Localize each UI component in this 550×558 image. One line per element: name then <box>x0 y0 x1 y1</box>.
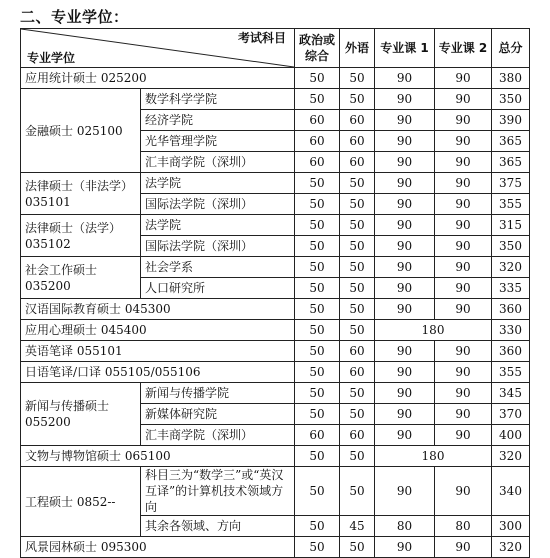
total-score: 355 <box>492 362 530 383</box>
foreign-score: 50 <box>340 257 375 278</box>
major2-score: 90 <box>435 257 492 278</box>
major1-score: 90 <box>375 425 435 446</box>
politics-score: 50 <box>295 404 340 425</box>
header-total: 总分 <box>492 29 530 68</box>
foreign-score: 50 <box>340 537 375 558</box>
major2-score: 90 <box>435 299 492 320</box>
major-combined-score: 180 <box>375 446 492 467</box>
politics-score: 50 <box>295 516 340 537</box>
total-score: 320 <box>492 257 530 278</box>
foreign-score: 60 <box>340 110 375 131</box>
total-score: 320 <box>492 537 530 558</box>
politics-score: 50 <box>295 383 340 404</box>
table-row <box>21 299 530 320</box>
degree-name: 法律硕士（法学）035102 <box>21 215 141 257</box>
major1-score: 80 <box>375 516 435 537</box>
foreign-score: 60 <box>340 152 375 173</box>
major2-score: 90 <box>435 425 492 446</box>
politics-score: 50 <box>295 320 340 341</box>
table-row <box>21 362 530 383</box>
foreign-score: 50 <box>340 404 375 425</box>
degree-name: 新闻与传播硕士 055200 <box>21 383 141 446</box>
politics-score: 50 <box>295 215 340 236</box>
major1-score: 90 <box>375 194 435 215</box>
degree-name: 工程硕士 0852-- <box>21 467 141 537</box>
degree-name: 应用统计硕士 025200 <box>21 68 295 89</box>
foreign-score: 50 <box>340 299 375 320</box>
major2-score: 90 <box>435 362 492 383</box>
diagonal-header-cell <box>21 29 295 68</box>
table-row <box>21 257 530 278</box>
table-row <box>21 341 530 362</box>
politics-score: 50 <box>295 68 340 89</box>
major1-score: 90 <box>375 341 435 362</box>
major2-score: 90 <box>435 68 492 89</box>
total-score: 370 <box>492 404 530 425</box>
header-major-course-1: 专业课 1 <box>375 29 435 68</box>
major1-score: 90 <box>375 383 435 404</box>
major2-score: 90 <box>435 152 492 173</box>
politics-score: 50 <box>295 299 340 320</box>
total-score: 375 <box>492 173 530 194</box>
table-row <box>21 446 530 467</box>
department-name: 国际法学院（深圳） <box>141 194 295 215</box>
department-name: 国际法学院（深圳） <box>141 236 295 257</box>
major1-score: 90 <box>375 299 435 320</box>
total-score: 345 <box>492 383 530 404</box>
total-score: 360 <box>492 299 530 320</box>
politics-score: 60 <box>295 425 340 446</box>
department-name: 汇丰商学院（深圳） <box>141 425 295 446</box>
department-name: 经济学院 <box>141 110 295 131</box>
table-row <box>21 89 530 110</box>
department-name: 新媒体研究院 <box>141 404 295 425</box>
department-name: 法学院 <box>141 215 295 236</box>
major1-score: 90 <box>375 152 435 173</box>
degree-name: 应用心理硕士 045400 <box>21 320 295 341</box>
foreign-score: 50 <box>340 236 375 257</box>
foreign-score: 60 <box>340 362 375 383</box>
total-score: 355 <box>492 194 530 215</box>
department-name: 科目三为“数学三”或“英汉互译”的计算机技术领域方向 <box>141 467 295 516</box>
department-name: 新闻与传播学院 <box>141 383 295 404</box>
total-score: 365 <box>492 152 530 173</box>
header-major-course-2: 专业课 2 <box>435 29 492 68</box>
major2-score: 90 <box>435 383 492 404</box>
politics-score: 50 <box>295 173 340 194</box>
table-row <box>21 320 530 341</box>
degree-name: 汉语国际教育硕士 045300 <box>21 299 295 320</box>
foreign-score: 50 <box>340 446 375 467</box>
major2-score: 90 <box>435 194 492 215</box>
table-row <box>21 215 530 236</box>
section-heading: 二、专业学位： <box>20 8 129 26</box>
department-name: 法学院 <box>141 173 295 194</box>
politics-score: 50 <box>295 278 340 299</box>
total-score: 350 <box>492 89 530 110</box>
politics-score: 50 <box>295 194 340 215</box>
degree-name: 日语笔译/口译 055105/055106 <box>21 362 295 383</box>
major2-score: 90 <box>435 215 492 236</box>
major1-score: 90 <box>375 467 435 516</box>
table-row <box>21 537 530 558</box>
politics-score: 50 <box>295 446 340 467</box>
foreign-score: 50 <box>340 89 375 110</box>
foreign-score: 60 <box>340 341 375 362</box>
major1-score: 90 <box>375 68 435 89</box>
major2-score: 90 <box>435 89 492 110</box>
major2-score: 90 <box>435 236 492 257</box>
major1-score: 90 <box>375 110 435 131</box>
foreign-score: 60 <box>340 131 375 152</box>
major-combined-score: 180 <box>375 320 492 341</box>
politics-score: 50 <box>295 89 340 110</box>
header-exam-subject: 考试科目 <box>237 31 286 45</box>
score-table <box>20 28 530 558</box>
major1-score: 90 <box>375 362 435 383</box>
politics-score: 60 <box>295 131 340 152</box>
total-score: 350 <box>492 236 530 257</box>
department-name: 其余各领域、方向 <box>141 516 295 537</box>
total-score: 315 <box>492 215 530 236</box>
politics-score: 50 <box>295 467 340 516</box>
foreign-score: 50 <box>340 383 375 404</box>
politics-score: 60 <box>295 110 340 131</box>
degree-name: 法律硕士（非法学）035101 <box>21 173 141 215</box>
total-score: 400 <box>492 425 530 446</box>
major1-score: 90 <box>375 173 435 194</box>
table-header-row <box>21 29 530 68</box>
department-name: 社会学系 <box>141 257 295 278</box>
major2-score: 90 <box>435 404 492 425</box>
total-score: 330 <box>492 320 530 341</box>
politics-score: 60 <box>295 152 340 173</box>
politics-score: 50 <box>295 257 340 278</box>
major2-score: 90 <box>435 110 492 131</box>
degree-name: 社会工作硕士 035200 <box>21 257 141 299</box>
major1-score: 90 <box>375 236 435 257</box>
major2-score: 90 <box>435 278 492 299</box>
foreign-score: 50 <box>340 215 375 236</box>
department-name: 光华管理学院 <box>141 131 295 152</box>
major1-score: 90 <box>375 89 435 110</box>
foreign-score: 50 <box>340 194 375 215</box>
foreign-score: 60 <box>340 425 375 446</box>
foreign-score: 45 <box>340 516 375 537</box>
total-score: 390 <box>492 110 530 131</box>
total-score: 365 <box>492 131 530 152</box>
degree-name: 英语笔译 055101 <box>21 341 295 362</box>
major2-score: 90 <box>435 467 492 516</box>
table-row <box>21 173 530 194</box>
header-foreign-language: 外语 <box>340 29 375 68</box>
total-score: 320 <box>492 446 530 467</box>
major1-score: 90 <box>375 537 435 558</box>
politics-score: 50 <box>295 236 340 257</box>
major2-score: 90 <box>435 537 492 558</box>
department-name: 数学科学学院 <box>141 89 295 110</box>
foreign-score: 50 <box>340 278 375 299</box>
table-row <box>21 383 530 404</box>
header-professional-degree: 专业学位 <box>27 51 76 65</box>
major1-score: 90 <box>375 404 435 425</box>
major1-score: 90 <box>375 215 435 236</box>
foreign-score: 50 <box>340 320 375 341</box>
total-score: 340 <box>492 467 530 516</box>
major1-score: 90 <box>375 131 435 152</box>
table-row <box>21 68 530 89</box>
department-name: 人口研究所 <box>141 278 295 299</box>
header-politics: 政治或综合 <box>295 29 340 68</box>
politics-score: 50 <box>295 341 340 362</box>
major2-score: 90 <box>435 173 492 194</box>
total-score: 360 <box>492 341 530 362</box>
total-score: 300 <box>492 516 530 537</box>
degree-name: 风景园林硕士 095300 <box>21 537 295 558</box>
degree-name: 金融硕士 025100 <box>21 89 141 173</box>
major1-score: 90 <box>375 278 435 299</box>
total-score: 335 <box>492 278 530 299</box>
major1-score: 90 <box>375 257 435 278</box>
foreign-score: 50 <box>340 467 375 516</box>
politics-score: 50 <box>295 362 340 383</box>
department-name: 汇丰商学院（深圳） <box>141 152 295 173</box>
politics-score: 50 <box>295 537 340 558</box>
foreign-score: 50 <box>340 173 375 194</box>
degree-name: 文物与博物馆硕士 065100 <box>21 446 295 467</box>
major2-score: 90 <box>435 131 492 152</box>
foreign-score: 50 <box>340 68 375 89</box>
total-score: 380 <box>492 68 530 89</box>
major2-score: 90 <box>435 341 492 362</box>
table-row <box>21 467 530 516</box>
major2-score: 80 <box>435 516 492 537</box>
